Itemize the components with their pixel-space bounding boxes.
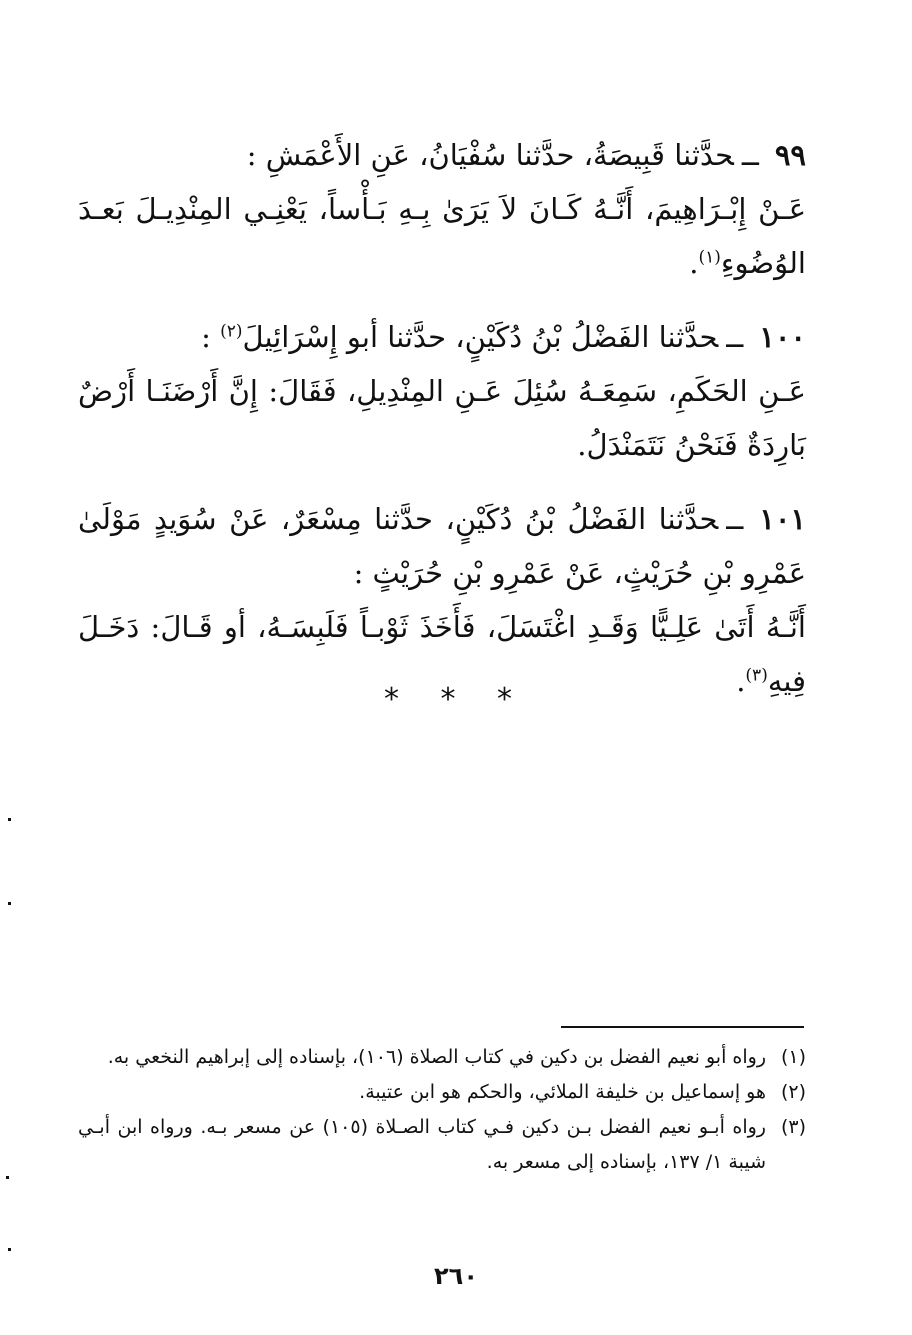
page-number: ٢٦٠ (434, 1262, 478, 1290)
hadith-isnad (78, 310, 806, 364)
hadith-isnad (78, 128, 806, 182)
footnote-1 (78, 1040, 806, 1075)
hadith-matn (78, 182, 806, 290)
hadith-dash: ــ (726, 502, 744, 536)
scan-speck (8, 818, 11, 821)
matn-text: أَنَّـهُ أَتَىٰ عَلِـيًّا وَقَـدِ اغْتَسَلَ، فَأَخَذَ ثَوْبـاً فَلَبِسَـهُ، أو قَـالَ: دَخَـلَ فِيهِ (78, 610, 806, 698)
footnote-ref[interactable]: (١) (698, 247, 721, 268)
matn-end: . (736, 664, 746, 698)
hadith-dash: ــ (741, 138, 759, 172)
footnote-marker: (٢) (780, 1081, 806, 1103)
scan-speck (6, 1176, 9, 1179)
hadith-number: ١٠١ (759, 502, 806, 536)
footnote-ref[interactable]: (٢) (220, 321, 243, 342)
footnote-text: هو إسماعيل بن خليفة الملائي، والحكم هو ابن عتيبة. (359, 1081, 766, 1103)
footnote-text: رواه أبـو نعيم الفضل بـن دكين فـي كتاب الصـلاة (١٠٥) عن مسعر بـه. ورواه ابن أبـي شيبة ١/ ١٣٧، بإسناده إلى مسعر به. (78, 1116, 766, 1173)
isnad-end: : (201, 320, 221, 354)
main-text (78, 128, 806, 728)
hadith-isnad (78, 492, 806, 600)
footnote-2 (78, 1075, 806, 1110)
matn-text: عَـنِ الحَكَمِ، سَمِعَـهُ سُئِلَ عَـنِ المِنْدِيلِ، فَقَالَ: إِنَّ أَرْضَنَـا أَرْضٌ بَارِدَةٌ فَنَحْنُ نَتَمَنْدَلُ. (78, 374, 806, 462)
hadith-number: ١٠٠ (759, 320, 806, 354)
hadith-99 (78, 128, 806, 290)
hadith-101 (78, 492, 806, 708)
footnote-marker: (١) (780, 1046, 806, 1068)
footnote-rule (561, 1026, 804, 1028)
matn-end: . (689, 246, 699, 280)
hadith-dash: ــ (726, 320, 744, 354)
hadith-matn (78, 364, 806, 472)
footnote-3 (78, 1110, 806, 1180)
scan-speck (8, 902, 11, 905)
footnote-marker: (٣) (780, 1116, 806, 1138)
hadith-100 (78, 310, 806, 472)
footnote-ref[interactable]: (٣) (745, 665, 768, 686)
footnote-text: رواه أبو نعيم الفضل بن دكين في كتاب الصلاة (١٠٦)، بإسناده إلى إبراهيم النخعي به. (107, 1046, 766, 1068)
isnad-text: حدَّثنا الفَضْلُ بْنُ دُكَيْنٍ، حدَّثنا مِسْعَرٌ، عَنْ سُوَيدٍ مَوْلَىٰ عَمْرِو بْنِ حُرَيْثٍ، عَنْ عَمْرِو بْنِ حُرَيْثٍ : (78, 502, 806, 590)
isnad-text: حدَّثنا الفَضْلُ بْنُ دُكَيْنٍ، حدَّثنا أبو إِسْرَائِيلَ (242, 320, 719, 354)
isnad-text: حدَّثنا قَبِيصَةُ، حدَّثنا سُفْيَانُ، عَنِ الأَعْمَشِ : (246, 138, 734, 172)
section-separator: * * * (383, 682, 529, 717)
hadith-number: ٩٩ (774, 138, 806, 172)
matn-text: عَـنْ إِبْـرَاهِيمَ، أَنَّـهُ كَـانَ لاَ يَرَىٰ بِـهِ بَـأْساً، يَعْنِـي المِنْدِيـلَ بَعـدَ الوُضُوءِ (78, 192, 807, 280)
footnotes (78, 1040, 806, 1180)
scan-speck (8, 1248, 11, 1251)
